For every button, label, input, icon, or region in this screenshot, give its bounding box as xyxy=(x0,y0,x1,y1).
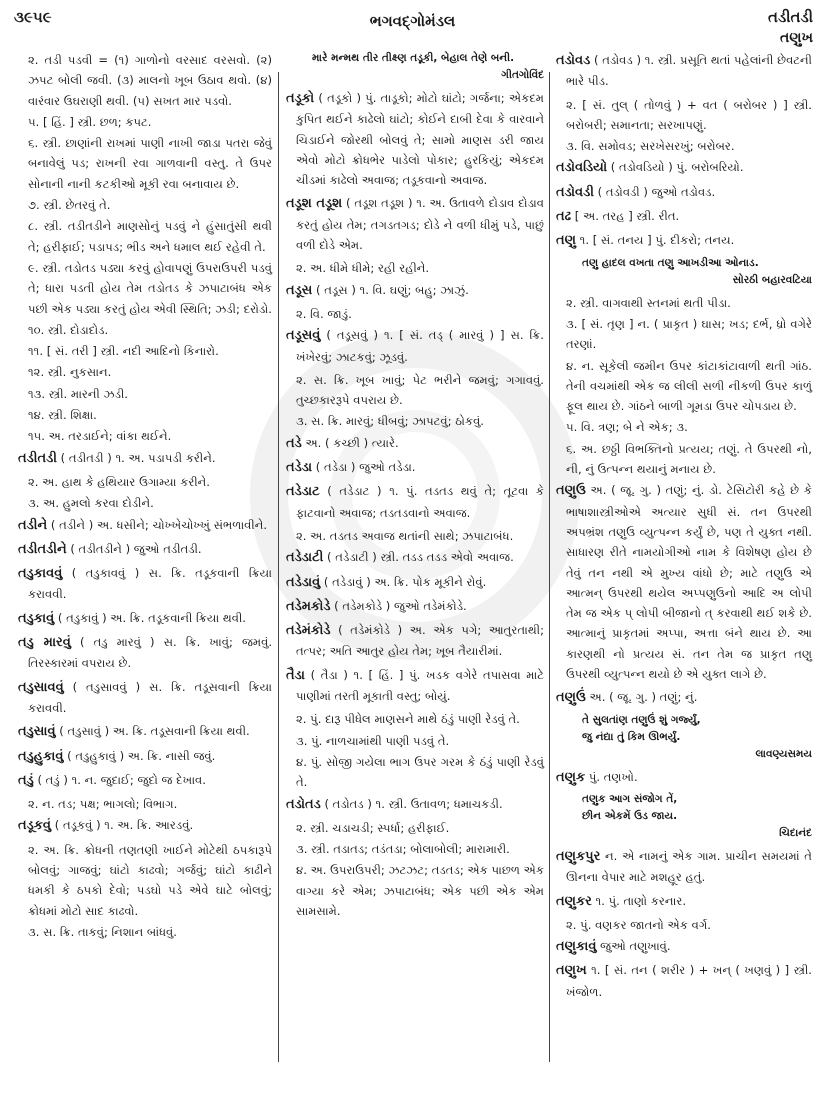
sense-definition: ૧૩. સ્ત્રી. મારની ઝડી. xyxy=(28,386,128,401)
dictionary-entry xyxy=(556,50,812,92)
sense-definition: ૨. અ. હાથ કે હથિયાર ઉગામ્યા કરીને. xyxy=(28,474,210,489)
dictionary-entry xyxy=(556,891,812,912)
quote-line: છીન એકમેં ઉડ જાય. xyxy=(582,809,678,822)
page-number: ૩૯૫૯ xyxy=(14,8,52,26)
headword: તડોવડી xyxy=(556,184,594,200)
definition: ( તડુસાવવું ) સ. ક્રિ. તડૂસવાની ક્રિયા કરાવવી. xyxy=(28,679,272,715)
headword: તડૂસવું xyxy=(286,328,321,344)
headword: તણુઉ xyxy=(556,483,586,499)
dictionary-entry xyxy=(18,539,272,560)
definition: પું. તણખો. xyxy=(585,769,638,784)
definition: ( તડૂસ ) ૧. વિ. ઘણું; બહુ; ઝાઝું. xyxy=(312,282,469,297)
headword: તડૂશ તડૂશ xyxy=(286,196,343,212)
dictionary-entry xyxy=(286,794,544,815)
definition: ( તડોવડિયો ) પું. બરોબરિયો. xyxy=(607,160,744,175)
sense-definition: ૪. અ. ઉપરાઉપરી; ઝટઝટ; તડતડ; એક પાછળ એક વાગ્યા કરે એમ; ઝપાટાબંધ; એક પછી એક એમ સામસામે. xyxy=(296,863,544,918)
definition: ૧. પું. તાણો કરનાર. xyxy=(591,893,687,908)
definition: ( તડુકાવવું ) સ. ક્રિ. તડૂકવાની ક્રિયા કરાવવી. xyxy=(28,566,272,602)
quotation xyxy=(556,791,812,842)
dictionary-entry xyxy=(556,960,812,1002)
quotation xyxy=(556,712,812,763)
definition: ( તડુહુકાવું ) અ. ક્રિ. નાસી જવું. xyxy=(63,748,216,763)
sense-definition: ૬. સ્ત્રી. છાણાંની રાખમાં પાણી નાખી જાડા પતરા જેવું બનાવેલું પડ; રાખની રવા ગાળવાની વસ્તુ. તે ઉપર સોનાની નાની કટકીઓ મૂકી રવા બનાવાય છે. xyxy=(28,136,272,191)
sense-definition: ૨. પું. દારૂ પીધેલ માણસને માથે ઠંડું પાણી રેડવું તે. xyxy=(296,712,520,727)
dictionary-entry xyxy=(286,547,544,568)
headword: તણુકર xyxy=(556,893,592,909)
definition: ( તડૂકો ) પું. તાડૂકો; મોટો ઘાંટો; ગર્જના; એકદમ કુપિત થઈને કાઢેલો ઘાંટો; કોઈને દાબી દેવા કે વારવાને ચિડાઈને જોરથી બોલવું તે; સામો માણસ ડરી જાય એવો મોટો ક્રોધભેર પાડેલો પોકાર; હુરકિયું; એકદમ ચીડમાં કાઢેલો અવાજ; તડૂકવાનો અવાજ. xyxy=(296,91,544,188)
column-middle xyxy=(286,50,544,922)
sense-definition: ૪. પું. સોજી ગયેલા ભાગ ઉપર ગરમ કે ઠંડું પાણી રેડવું તે. xyxy=(296,754,544,790)
quote-line: તણુક આગ સંજોગ તેં, xyxy=(582,792,678,805)
dictionary-entry xyxy=(556,480,812,684)
headword: તડેડાટી xyxy=(286,550,324,566)
headword: તણુક xyxy=(556,769,586,785)
sense-definition: ૩. સ્ત્રી. તડાતડ; તડંતડા; બોલાબોલી; મારામારી. xyxy=(296,842,510,857)
guide-word-last: તણુખ xyxy=(780,30,813,46)
column-left xyxy=(18,50,272,943)
definition: ( તડીતડી ) ૧. અ. પડાપડી કરીને. xyxy=(56,450,216,465)
headword: તડોવડિયો xyxy=(556,160,608,176)
headword: તડૂસ xyxy=(286,282,313,298)
dictionary-entry xyxy=(286,325,544,367)
quotation xyxy=(556,255,812,289)
dictionary-entry xyxy=(556,687,812,708)
headword: તડેડાવું xyxy=(286,574,321,590)
sense-definition: ૪. ન. સૂકેલી જમીન ઉપર કાંટાકાંટાવાળી થતી ગાંઠ. તેની વચમાંથી એક જ લીલી સળી નીકળી ઉપર કાળું ફૂલ થાય છે. ગાંઠને બાળી ગૂમડા ઉપર ચોપડાય છે. xyxy=(566,358,812,414)
dictionary-entry xyxy=(18,770,272,791)
definition: ૧. [ સં. તન ( શરીર ) + ખન્ ( ખણવું ) ] સ્ત્રી. ખંજોળ. xyxy=(566,963,812,999)
definition: ન. એ નામનું એક ગામ. પ્રાચીન સમયમાં તે ઊનના વેપાર માટે મશહૂર હતું. xyxy=(566,848,812,885)
sense-definition: ૩. [ સં. તૃણ ] ન. ( પ્રાકૃત ) ઘાસ; ખડ; દર્ભ, ધ્રો વગેરે તરણાં. xyxy=(566,316,812,352)
sense-definition: ૧૨. સ્ત્રી. નુકસાન. xyxy=(28,365,112,380)
definition: ( તડેડાવું ) અ. ક્રિ. પોક મૂકીને રોવું. xyxy=(320,574,487,589)
dictionary-entry xyxy=(286,665,544,707)
sense-definition: ૧૦. સ્ત્રી. દોડાદોડ. xyxy=(28,322,109,337)
dictionary-entry xyxy=(286,572,544,593)
sense-definition: ૨. ન. તડ; પક્ષ; ભાગલો; વિભાગ. xyxy=(28,797,178,812)
sense-definition: ૨. સ. ક્રિ. ખૂબ ખાવું; પેટ ભરીને જમવું; ગગાવવું. તુચ્છકારરૂપે વપરાય છે. xyxy=(296,372,544,408)
quote-source: ગીતગોવિંદ xyxy=(501,69,544,81)
dictionary-entry xyxy=(18,721,272,742)
headword: તડીતડી xyxy=(18,450,57,466)
sense-definition: ૨. પું. વણકર જાતનો એક વર્ગ. xyxy=(566,917,711,932)
definition: ( તડેડા ) જુઓ તડેડા. xyxy=(312,460,416,475)
sense-definition: ૨. તડી પડવી = (૧) ગાળોનો વરસાદ વરસવો. (૨) ઝપટ બોલી જવી. (૩) માલનો ખૂબ ઉઠાવ થવો. (૪) વારંવાર ઉઘરાણી થવી. (૫) સખત માર પડવો. xyxy=(28,53,272,108)
quote-source: લાવણ્યસમય xyxy=(755,747,812,760)
quote-source: સોરઠી બહારવટિયા xyxy=(732,273,812,286)
headword: તણુ xyxy=(556,233,576,249)
dictionary-entry xyxy=(18,448,272,469)
quotation xyxy=(286,50,544,84)
dictionary-entry xyxy=(556,182,812,203)
dictionary-entry xyxy=(286,193,544,255)
page-title: ભગવદ્ગોમંડલ xyxy=(369,12,456,30)
dictionary-entry xyxy=(556,157,812,178)
headword: તડું xyxy=(18,772,34,788)
definition: ૧. [ સં. તનય ] પું. દીકરો; તનય. xyxy=(575,233,735,248)
definition: ( તડેમકોડે ) જુઓ તડેમંકોડે. xyxy=(330,598,467,613)
definition: અ. ( જૂ. ગુ. ) તણું; નું. ડો. ટેસિટોરી કહે છે કે ભાષાશાસ્ત્રીઓએ અત્યાર સુધી સં. તન ઉપરથી અપભ્રંશ તણુઉ વ્યુત્પન્ન કર્યું છે, પણ તે યુક્ત નથી. સાધારણ રીતે નામયોગીઓ નામ કે વિશેષણ હોય છે તેવું તન નથી એ મુખ્ય વાંધો છે; માટે તણુઉ એ આત્મન્ ઉપરથી થયેલ અપ્પણુઉનો આદિ અ લોપી તેમ જ એક પ્ લોપી બીજાનો ત્ કરવાથી થઈ શકે છે. આત્માનું પ્રાકૃતમાં અપ્પા, અત્તા બંને થાય છે. આ કારણથી નો પ્રત્યય સં. તન તેમ જ પ્રાકૃત તણુ ઉપરથી વ્યુત્પન્ન થયો છે એ યુક્ત લાગે છે. xyxy=(566,483,812,682)
headword: તડેડા xyxy=(286,460,313,476)
definition: [ અ. તરહ ] સ્ત્રી. રીત. xyxy=(571,209,680,224)
dictionary-entry xyxy=(556,846,812,888)
dictionary-entry xyxy=(286,280,544,301)
definition: ( તડીને ) અ. ધસીને; ચોખ્ખેચોખ્ખું સંભળાવીને. xyxy=(47,517,268,532)
dictionary-entry xyxy=(286,88,544,190)
definition: ( તડૂશ તડૂશ ) ૧. અ. ઉતાવળે દોડાવ દોડાવ કરતું હોય તેમ; તગડતગડ; દોડે ને વળી ધીમું પડે, પાછું વળી દોડે એમ. xyxy=(296,196,544,253)
dictionary-entry xyxy=(18,563,272,605)
headword: તડુકાવું xyxy=(18,610,55,626)
sense-definition: ૩. પું. નાળચામાંથી પાણી પડવું તે. xyxy=(296,733,450,748)
headword: તૈડા xyxy=(286,667,305,683)
definition: ( તડોવડી ) જુઓ તડોવડ. xyxy=(593,184,716,199)
sense-definition: ૫. [ હિં. ] સ્ત્રી. છળ; કપટ. xyxy=(28,114,152,129)
sense-definition: ૬. અ. છઠ્ઠી વિભક્તિનો પ્રત્યય; તણું. તે ઉપરથી નો, ની, નું ઉત્પન્ન થયાનું મનાય છે. xyxy=(566,441,812,477)
definition: ( તડૂકવું ) ૧. અ. ક્રિ. આરડવું. xyxy=(51,818,194,833)
dictionary-entry xyxy=(18,677,272,719)
sense-definition: ૨. અ. તડતડ અવાજ થતાંની સાથે; ઝપાટાબંધ. xyxy=(296,528,514,543)
definition: ( તડેમંકોડે ) અ. એક પગે; આતુરતાથી; તત્પર; અતિ આતુર હોય તેમ; ખૂબ તૈયારીમાં. xyxy=(296,623,544,659)
headword: તણુકાવું xyxy=(556,939,597,955)
sense-definition: ૨. અ. ધીમે ધીમે; રહી રહીને. xyxy=(296,261,430,276)
definition: ( તડુકાવું ) અ. ક્રિ. તડૂકવાની ક્રિયા થવી. xyxy=(54,610,246,625)
dictionary-entry xyxy=(18,746,272,767)
sense-definition: ૩. વિ. સમોવડ; સરખેસરખું; બરોબર. xyxy=(566,139,735,154)
dictionary-entry xyxy=(556,206,812,227)
definition: ( તડેડાટ ) ૧. પું. તડતડ થવું તે; તૂટવા કે ફાટવાનો અવાજ; તડતડવાનો અવાજ. xyxy=(296,484,544,520)
definition: ( તૈડા ) ૧. [ હિં. ] પું. ખડક વગેરે તપાસવા માટે પાણીમાં તરતી મૂકાતી વસ્તુ; બોયું. xyxy=(296,667,544,704)
headword: તડેડાટ xyxy=(286,484,320,500)
definition: અ. ( જૂ. ગુ. ) તણું; નું. xyxy=(585,690,698,705)
dictionary-entry xyxy=(18,815,272,836)
headword: તડીને xyxy=(18,517,48,533)
dictionary-entry xyxy=(556,767,812,788)
definition: ( તડું ) ૧. ન. જુદાઈ; જુદો જ દેખાવ. xyxy=(33,772,206,787)
dictionary-entry xyxy=(556,936,812,957)
sense-definition: ૨. સ્ત્રી. વાગવાથી સ્તનમાં થતી પીડા. xyxy=(566,295,731,310)
headword: તડે xyxy=(286,435,302,451)
headword: તડુસાવવું xyxy=(18,679,64,695)
definition: ( તડોવડ ) ૧. સ્ત્રી. પ્રસૂતિ થતાં પહેલાંની છેવટની ભારે પીડ. xyxy=(566,53,812,89)
dictionary-entry xyxy=(556,230,812,251)
dictionary-entry xyxy=(18,632,272,674)
sense-definition: ૮. સ્ત્રી. તડીતડીને માણસોનું પડવું ને હુંસાતુંસી થવી તે; હરીફાઈ; પડાપડ; ભીડ અને ધમાલ થઈ રહેવી તે. xyxy=(28,219,272,254)
headword: તઢ xyxy=(556,209,572,225)
headword: તડુહુકાવું xyxy=(18,748,64,764)
definition: ( તડોતડ ) ૧. સ્ત્રી. ઉતાવળ; ધમાચકડી. xyxy=(320,796,503,811)
headword: તડુ મારવું xyxy=(18,635,71,651)
sense-definition: ૨. વિ. જાડું. xyxy=(296,306,352,321)
sense-definition: ૧૧. [ સં. તરી ] સ્ત્રી. નદી આદિનો કિનારો. xyxy=(28,344,219,359)
sense-definition: ૩. સ. ક્રિ. મારવું; ધીબવું; ઝાપટવું; ઠોકવું. xyxy=(296,414,484,429)
sense-definition: ૯. સ્ત્રી. તડોતડ પડ્યા કરવું હોવાપણું ઉપરાઉપરી પડવું તે; ધારા પડતી હોય તેમ તડોતડ કે ઝપાટાબંધ એક પછી એક પડ્યા કરતું હોય એવી સ્થિતિ; ઝડી; દરોડો. xyxy=(28,260,272,316)
dictionary-entry xyxy=(286,457,544,478)
headword: તડેમંકોડે xyxy=(286,623,331,639)
dictionary-entry xyxy=(286,481,544,523)
headword: તડોવડ xyxy=(556,53,591,68)
dictionary-entry xyxy=(286,596,544,617)
sense-definition: ૧૫. અ. તરડાઈને; વાંકા થઈને. xyxy=(28,429,172,444)
sense-definition: ૫. વિ. ત્રણ; બે ને એક; ૩. xyxy=(566,420,688,435)
sense-definition: ૧૪. સ્ત્રી. શિક્ષા. xyxy=(28,408,97,423)
dictionary-entry xyxy=(18,608,272,629)
headword: તડીતડીને xyxy=(18,541,67,557)
headword: તડૂકો xyxy=(286,91,315,106)
headword: તડુસાવું xyxy=(18,724,56,740)
definition: ( તડુસાવું ) અ. ક્રિ. તડૂસવાની ક્રિયા થવી. xyxy=(55,724,250,739)
headword: તડોતડ xyxy=(286,796,321,812)
quote-line: જુ નંદ્યા તું કિમ ઊભર્યું. xyxy=(582,730,681,743)
column-right xyxy=(556,50,812,1005)
definition: ( તડુ મારવું ) સ. ક્રિ. ખાવું; જમવું. તિરસ્કારમાં વપરાય છે. xyxy=(28,635,273,671)
headword: તડેમકોડે xyxy=(286,598,331,614)
dictionary-entry xyxy=(286,620,544,662)
definition: ( તડેડાટી ) સ્ત્રી. તડડ તડડ એવો અવાજ. xyxy=(323,550,514,565)
column-divider xyxy=(278,72,279,1062)
sense-definition: ૨. [ સં. તુલ્ ( તોળવું ) + વત ( બરોબર ) ] સ્ત્રી. બરોબરી; સમાનતા; સરખાપણું. xyxy=(566,97,812,132)
column-divider xyxy=(549,72,550,1062)
sense-definition: ૨. અ. ક્રિ. ક્રોધની તણતણી ખાઈને મોટેથી ઠપકારૂપે બોલવું; ગાજવું; ઘાંટો કાઢવો; ગર્જવું; ઘાંટો કાઢીને ધમકી કે ઠપકો દેવો; પડઘો પડે એવે ઘાટે બોલવું; ક્રોધમાં મોટો સાદ કાઢવો. xyxy=(28,842,272,918)
quote-line: મારે મન્મથ તીર તીક્ષ્ણ તડૂકી, બેહાલ તેણે બની. xyxy=(312,52,515,64)
headword: તણુખ xyxy=(556,963,587,979)
quote-source: ચિદાનંદ xyxy=(779,826,812,839)
headword: તડૂકવું xyxy=(18,818,52,834)
definition: ( તડીતડીને ) જુઓ તડીતડી. xyxy=(66,541,202,556)
headword: તણુકપુર xyxy=(556,848,601,864)
definition: જુઓ તણુખાવું. xyxy=(596,939,671,954)
definition: અ. ( કચ્છી ) ત્યારે. xyxy=(301,435,399,450)
sense-definition: ૨. સ્ત્રી. ચડાચડી; સ્પર્ધા; હરીફાઈ. xyxy=(296,820,450,835)
guide-word-first: તડીતડી xyxy=(768,8,813,26)
quote-line: તે સુલતાંણ તણુઉં શું ગર્જ્યું, xyxy=(582,713,701,726)
sense-definition: ૭. સ્ત્રી. છેતરવું તે. xyxy=(28,198,111,213)
headword: તડુકાવવું xyxy=(18,566,63,582)
sense-definition: ૩. સ. ક્રિ. તાકવું; નિશાન બાંધવું. xyxy=(28,924,177,939)
definition: ( તડૂસવું ) ૧. [ સં. તડ્ ( મારવું ) ] સ. ક્રિ. ખંખેરવું; ઝાટકવું; ઝૂડવું. xyxy=(296,328,544,364)
dictionary-entry xyxy=(18,515,272,536)
dictionary-entry xyxy=(286,433,544,454)
sense-definition: ૩. અ. હુમલો કરવા દોડીને. xyxy=(28,496,154,511)
quote-line: તણુ હાદલ વખતા તણુ આખડીઆ ઓનાડ. xyxy=(582,256,759,269)
headword: તણુઉં xyxy=(556,690,586,706)
